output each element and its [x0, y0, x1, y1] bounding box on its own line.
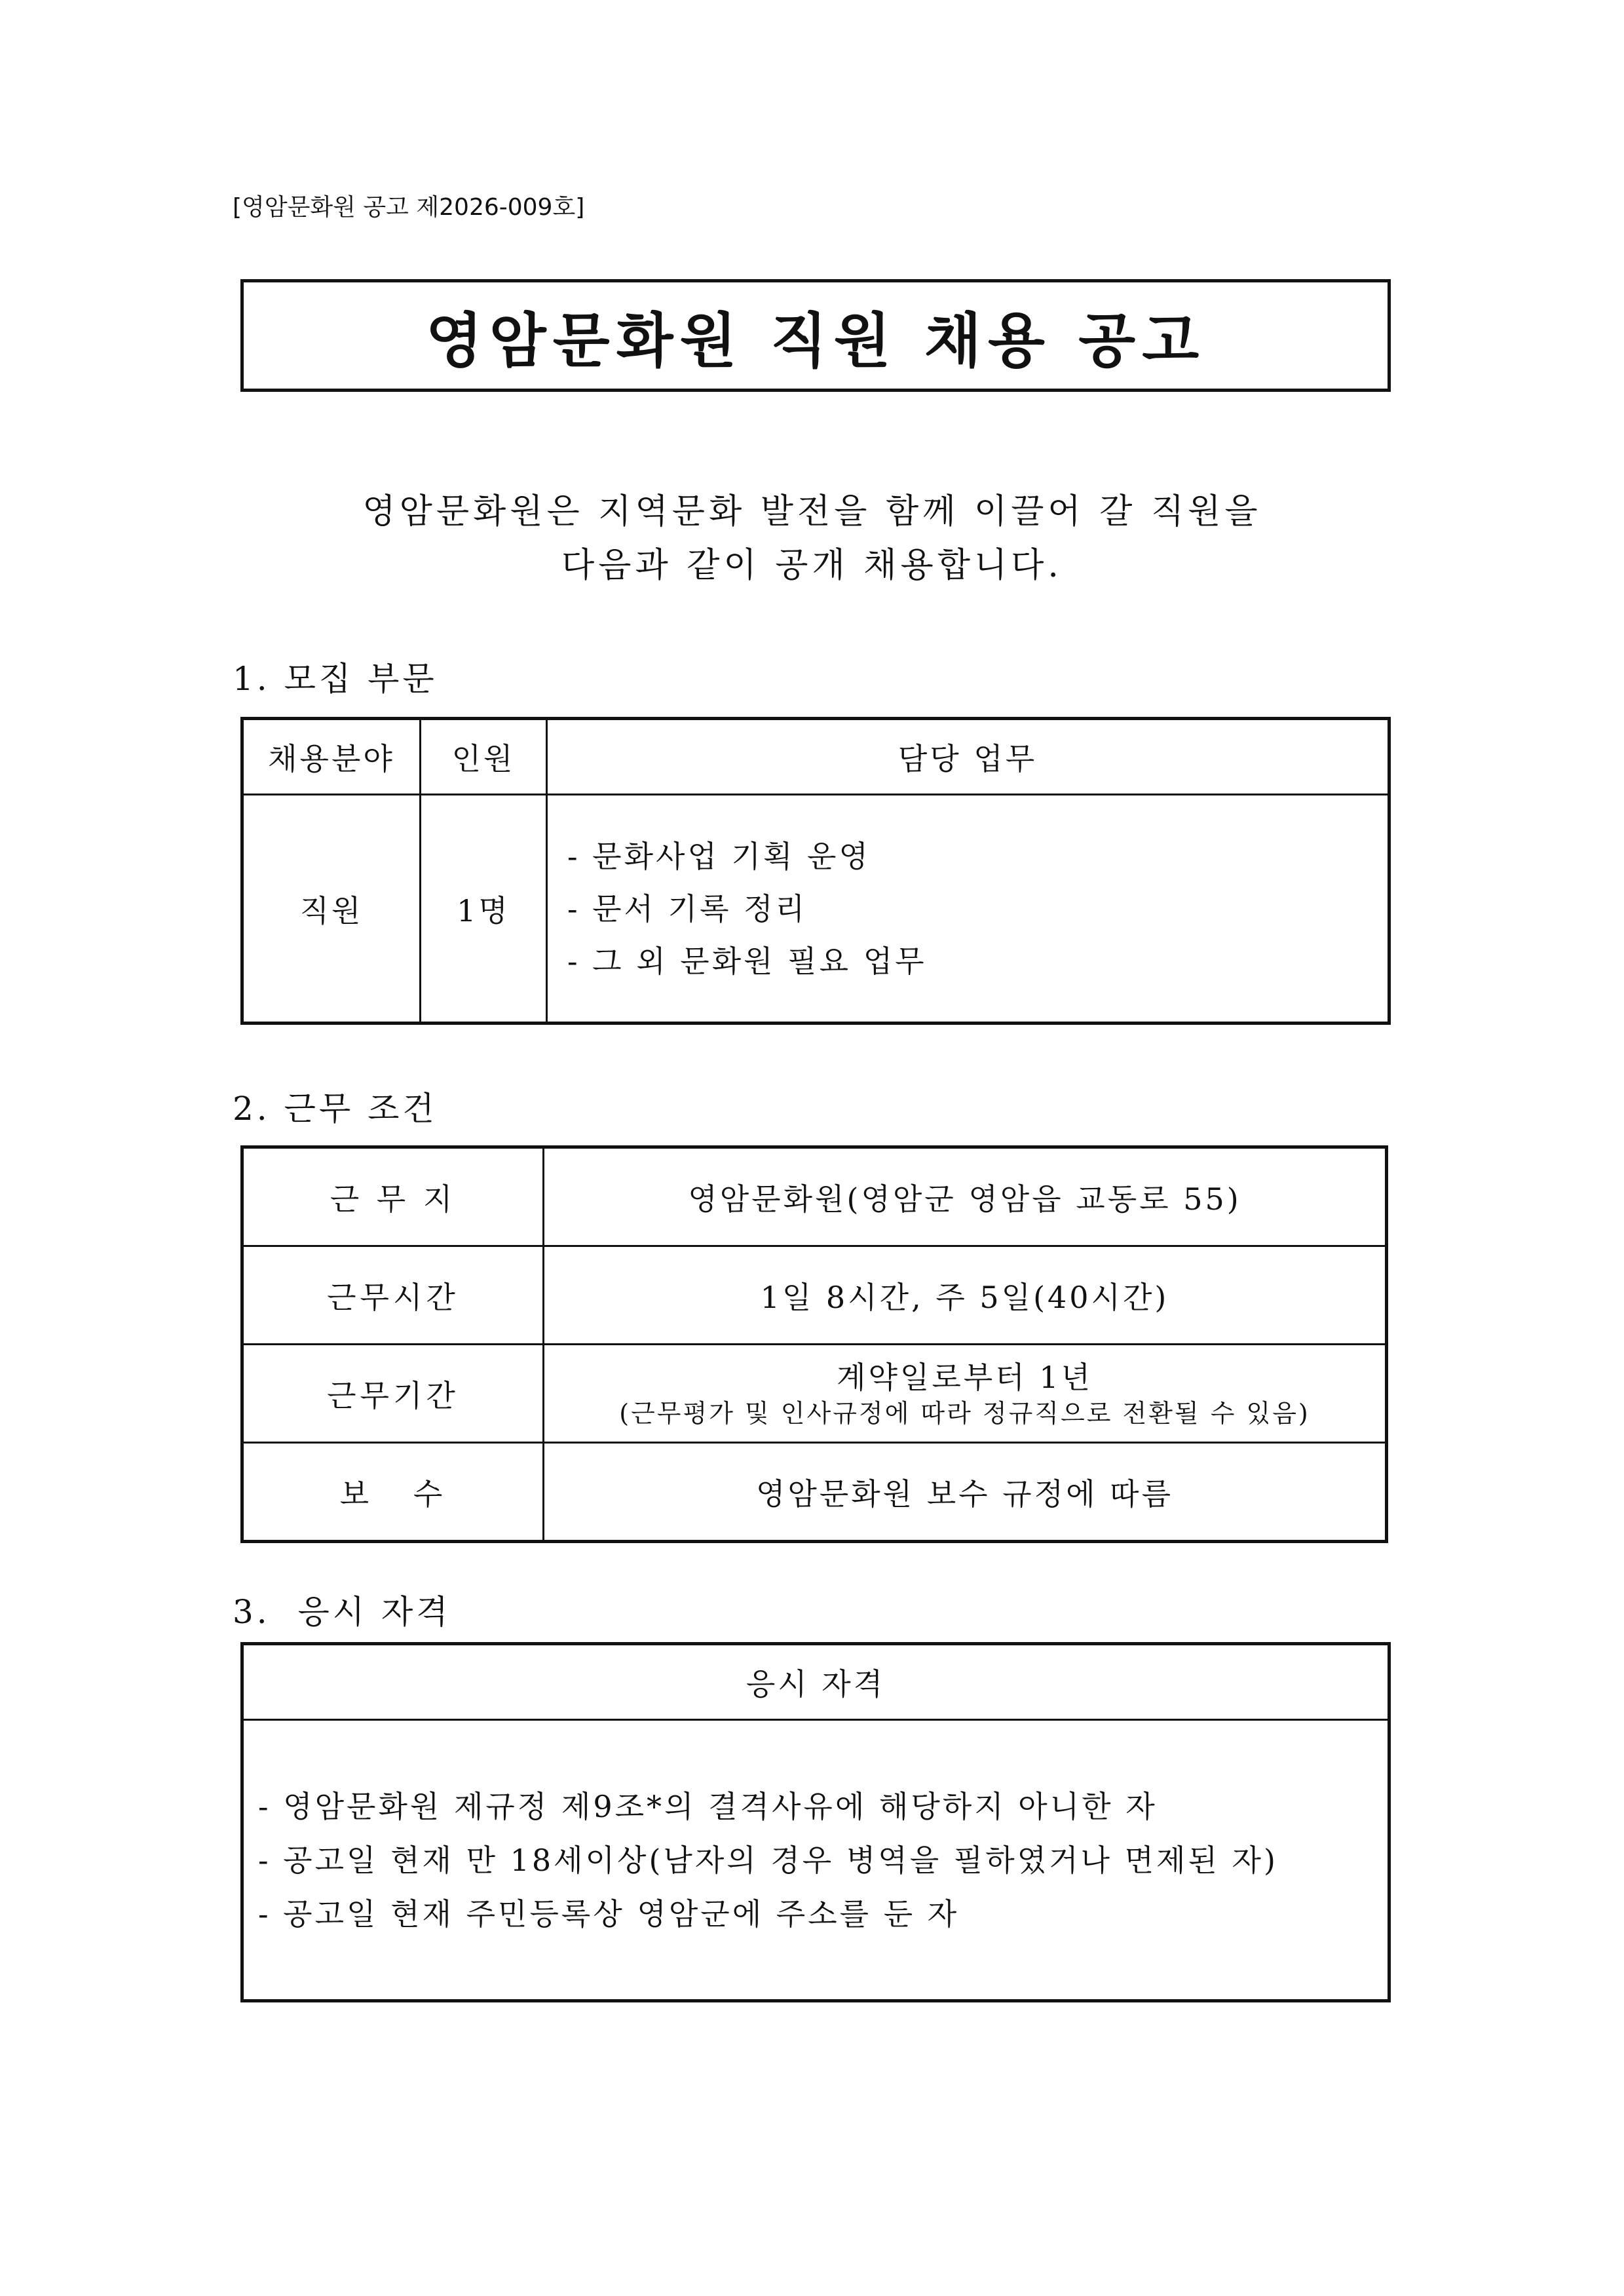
table-row [242, 795, 1389, 1024]
cell-field: 직원 [242, 795, 421, 1024]
duty-item: - 그 외 문화원 필요 업무 [567, 943, 927, 979]
section-heading-qualifications: 3. 응시 자격 [233, 1593, 451, 1631]
qualification-item: - 영암문화원 제규정 제9조*의 결격사유에 해당하지 아니한 자 [258, 1788, 1158, 1824]
qualification-item: - 공고일 현재 주민등록상 영암군에 주소를 둔 자 [258, 1896, 960, 1932]
page-title [240, 279, 1391, 392]
table-row [242, 1246, 1387, 1345]
recruitment-table [240, 717, 1391, 1025]
header-count: 인원 [421, 719, 547, 795]
label-work-hours: 근무시간 [242, 1246, 544, 1345]
value-salary: 영암문화원 보수 규정에 따름 [544, 1443, 1387, 1542]
header-field: 채용분야 [242, 719, 421, 795]
table-row [242, 1720, 1389, 2001]
table-row [242, 1147, 1387, 1246]
conditions-table [240, 1145, 1388, 1543]
qualifications-table [240, 1642, 1391, 2002]
section-heading-recruitment: 1. 모집 부문 [233, 660, 438, 698]
table-row [242, 1345, 1387, 1443]
page-title-text: 영암문화원 직원 채용 공고 [425, 307, 1206, 375]
qualification-item: - 공고일 현재 만 18세이상(남자의 경우 병역을 필하였거나 면제된 자) [258, 1842, 1278, 1878]
header-duties: 담당 업무 [547, 719, 1389, 795]
section-heading-conditions: 2. 근무 조건 [233, 1090, 438, 1128]
value-work-period [544, 1345, 1387, 1443]
cell-count: 1명 [421, 795, 547, 1024]
notice-reference: [영암문화원 공고 제2026-009호] [233, 194, 585, 221]
header-qualifications: 응시 자격 [242, 1644, 1389, 1720]
value-workplace: 영암문화원(영암군 영암읍 교동로 55) [544, 1147, 1387, 1246]
label-work-period: 근무기간 [242, 1345, 544, 1443]
duty-item: - 문화사업 기획 운영 [567, 838, 871, 874]
table-row [242, 1443, 1387, 1542]
work-period-note: (근무평가 및 인사규정에 따라 정규직으로 전환될 수 있음) [619, 1398, 1310, 1428]
label-workplace: 근 무 지 [242, 1147, 544, 1246]
table-header-row [242, 719, 1389, 795]
cell-duties [547, 795, 1389, 1024]
label-salary: 보 수 [242, 1443, 544, 1542]
intro-line-1: 영암문화원은 지역문화 발전을 함께 이끌어 갈 직원을 [362, 492, 1262, 531]
value-work-hours: 1일 8시간, 주 5일(40시간) [544, 1246, 1387, 1345]
table-header-row [242, 1644, 1389, 1720]
duty-item: - 문서 기록 정리 [567, 890, 808, 927]
intro-line-2: 다음과 같이 공개 채용합니다. [561, 546, 1063, 585]
cell-qualifications [242, 1720, 1389, 2001]
work-period-main: 계약일로부터 1년 [837, 1359, 1093, 1395]
